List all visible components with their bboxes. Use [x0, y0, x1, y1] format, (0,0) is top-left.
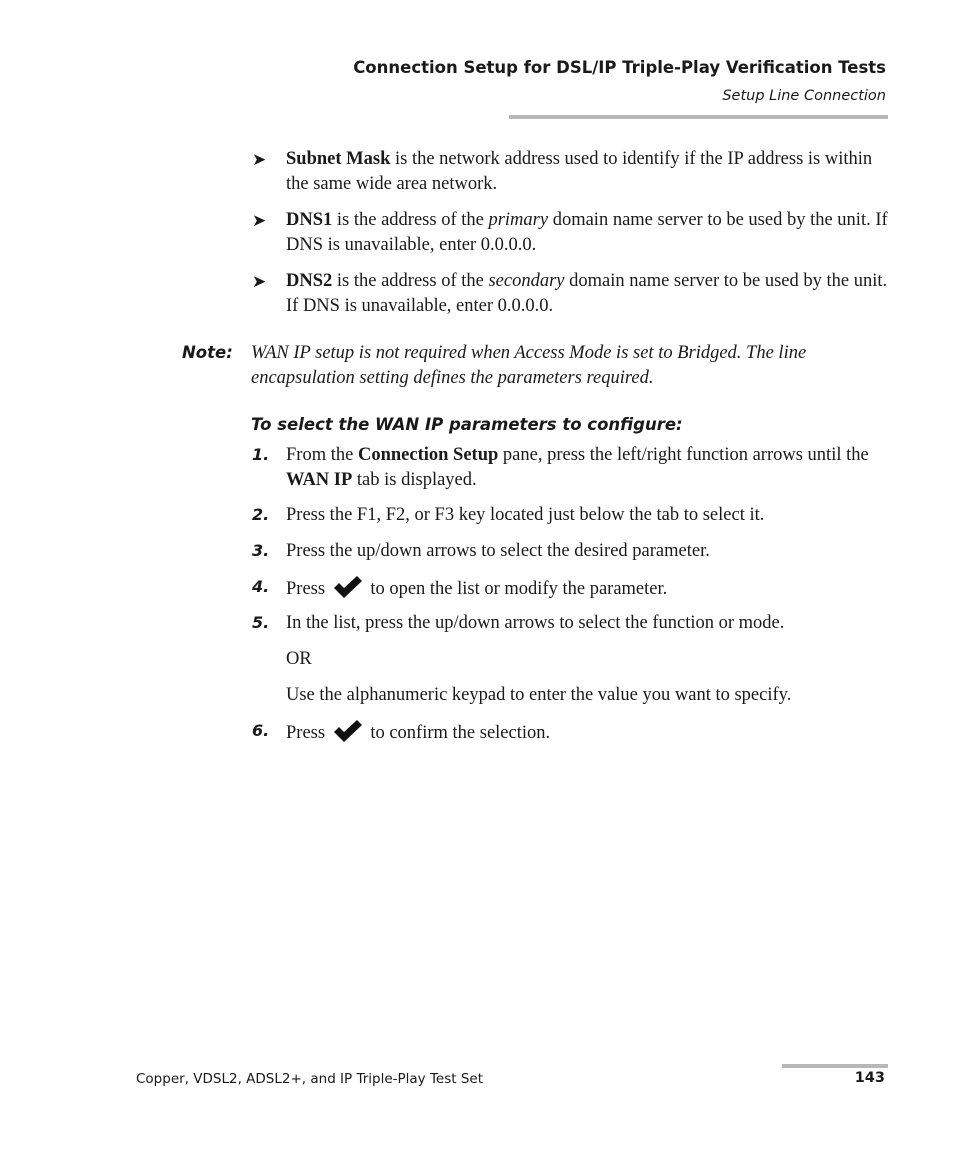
bullet-dns2 — [286, 269, 891, 318]
step-number: 4. — [252, 577, 270, 596]
step-6-text — [286, 719, 891, 746]
step-2-text: Press the F1, F2, or F3 key located just below the tab to select it. — [286, 505, 765, 525]
step-5-text: In the list, press the up/down arrows to select the function or mode. — [286, 613, 785, 633]
note-label: Note: — [182, 343, 233, 362]
bullet-marker: ➤ — [252, 211, 267, 230]
step-5-alternative: Use the alphanumeric keypad to enter the value you want to specify. — [286, 685, 792, 705]
bullet-marker: ➤ — [252, 150, 267, 169]
step-1-text — [286, 443, 891, 492]
step-text: to confirm the selection. — [365, 723, 551, 743]
header-rule — [509, 115, 888, 119]
footer-rule — [782, 1064, 888, 1068]
running-header-subtitle: Setup Line Connection — [722, 88, 886, 104]
bullet-text: is the address of the — [332, 271, 489, 291]
step-or: OR — [286, 649, 312, 669]
footer-product-name: Copper, VDSL2, ADSL2+, and IP Triple-Play Test Set — [136, 1071, 484, 1087]
bullet-subnet-mask — [286, 147, 891, 196]
running-header-title: Connection Setup for DSL/IP Triple-Play Verification Tests — [353, 58, 886, 77]
bullet-text: is the address of the — [332, 210, 489, 230]
bullet-marker: ➤ — [252, 272, 267, 291]
step-number: 1. — [252, 445, 270, 464]
step-text: From the — [286, 445, 358, 465]
term-dns1: DNS1 — [286, 210, 333, 230]
bullet-text: is the network address used to identify if the IP address is within the same wide area network. — [286, 149, 873, 194]
term-subnet-mask: Subnet Mask — [286, 149, 391, 169]
step-number: 2. — [252, 505, 270, 524]
bullet-dns1 — [286, 208, 891, 257]
emphasis-secondary: secondary — [488, 271, 565, 291]
term-connection-setup: Connection Setup — [357, 445, 499, 465]
step-3-text: Press the up/down arrows to select the desired parameter. — [286, 541, 710, 561]
step-text: Press — [286, 579, 330, 599]
checkmark-icon — [332, 575, 364, 599]
step-number: 6. — [252, 721, 270, 740]
page-number: 143 — [854, 1070, 885, 1086]
step-text: tab is displayed. — [352, 469, 477, 490]
checkmark-icon — [332, 719, 364, 743]
term-dns2: DNS2 — [286, 271, 333, 291]
procedure-title: To select the WAN IP parameters to configure: — [251, 415, 683, 434]
step-number: 5. — [252, 613, 270, 632]
bullet-text: domain name server to be used by the unit. If DNS is unavailable, enter 0.0.0.0. — [286, 210, 888, 255]
step-text: pane, press the left/right function arrows until the — [498, 445, 869, 465]
emphasis-primary: primary — [488, 210, 549, 230]
step-text: Press — [286, 723, 330, 743]
term-wan-ip: WAN IP — [286, 469, 353, 490]
note-text: WAN IP setup is not required when Access Mode is set to Bridged. The line encapsulation setting defines the parameters required. — [251, 343, 807, 388]
step-text: to open the list or modify the parameter. — [365, 579, 668, 599]
bullet-text: domain name server to be used by the unit. If DNS is unavailable, enter 0.0.0.0. — [286, 271, 888, 316]
step-4-text — [286, 575, 891, 602]
step-number: 3. — [252, 541, 270, 560]
